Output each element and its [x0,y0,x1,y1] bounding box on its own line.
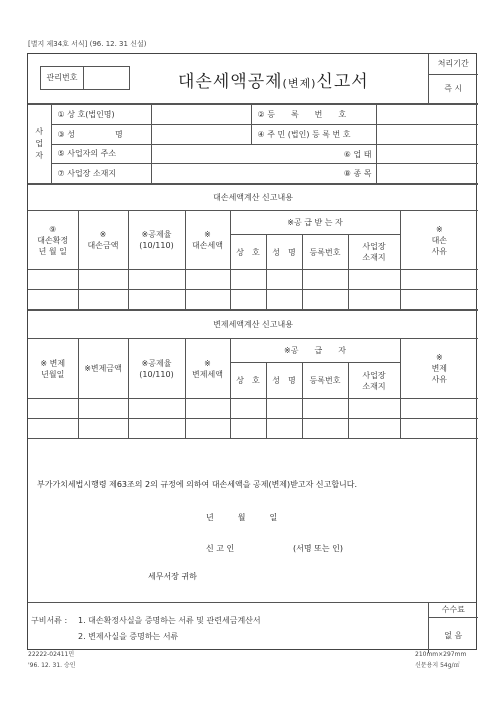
table-row [28,270,478,290]
mgmt-number-box [40,66,130,90]
subcol-location: 사업장 소재지 [348,363,400,399]
col-bad-debt-date: ⑨ 대손확정 년 월 일 [28,211,78,270]
repayment-section-title: 변제세액계산 신고내용 [28,311,478,339]
subcol-trade-name: 상 호 [230,235,266,270]
required-docs [28,603,478,653]
declaration-area [28,439,476,603]
processing-period-value: 즉 시 [428,74,478,104]
business-item-field[interactable] [376,164,478,184]
business-section-label: 사 업 자 [28,105,51,184]
resident-number-label: ④ 주 민 (법인) 등 록 번 호 [251,124,376,144]
business-info [28,104,478,184]
col-bad-debt-amount: ※ 대손금액 [78,211,128,270]
mgmt-number-label: 관리번호 [41,67,84,89]
col-repay-deduction-rate: ※공제율 (10/110) [128,339,185,399]
subcol-name: 성 명 [266,235,302,270]
subcol-name: 성 명 [266,363,302,399]
declarant-label: 신 고 인 [206,544,235,553]
report-form [27,53,477,650]
subcol-reg-number: 등록번호 [302,235,348,270]
col-repayment-tax: ※ 변제세액 [185,339,230,399]
subcol-trade-name: 상 호 [230,363,266,399]
table-row [28,399,478,419]
resident-number-field[interactable] [376,124,478,144]
fee-value: 없 음 [428,617,478,653]
col-supplier: ※공 급 자 [230,339,400,363]
col-recipient: ※공 급 받 는 자 [230,211,400,235]
processing-period-label: 처리기간 [428,54,478,74]
col-repayment-amount: ※변제금액 [78,339,128,399]
form-code: 22222-02411민 [28,651,75,658]
col-repayment-date: ※ 변제 년월일 [28,339,78,399]
name-field[interactable] [151,124,251,144]
location-label: ⑦ 사업장 소재지 [51,164,151,184]
declaration-statement: 부가가치세법시행령 제63조의 2의 규정에 의하여 대손세액을 공제(변제)받고자 신고합니다. [37,480,358,489]
form-title: 대손세액공제(변제)신고서 [178,72,369,92]
address-field[interactable] [151,144,376,164]
business-type-label: ⑥ 업 태 [343,149,372,159]
registration-number-field[interactable] [376,105,478,125]
bad-debt-section-title: 대손세액계산 신고내용 [28,185,478,211]
table-row [28,290,478,310]
business-item-label: ⑧ 종 목 [343,169,372,179]
table-row [28,419,478,439]
repayment-table [28,310,478,439]
title-block [28,54,478,104]
declaration-date: 년 월 일 [206,513,278,522]
docs-label: 구비서류 : [31,616,68,625]
form-number: [별지 제34호 서식] (96. 12. 31 신설) [28,40,147,48]
fee-label: 수수료 [428,603,478,617]
trade-name-field[interactable] [151,105,251,125]
address-label: ⑤ 사업자의 주소 [51,144,151,164]
col-deduction-rate: ※공제율 (10/110) [128,211,185,270]
location-field[interactable] [151,164,376,184]
paper-size: 210mm×297mm [415,651,467,658]
mgmt-number-field[interactable] [84,67,129,89]
col-repayment-reason: ※ 변제 사유 [400,339,478,399]
name-label: ③ 성 명 [51,124,151,144]
subcol-location: 사업장 소재지 [348,235,400,270]
doc-item-2: 2. 변제사실을 증명하는 서류 [78,632,179,641]
approval-date: '96. 12. 31. 승인 [28,662,76,669]
col-bad-debt-tax: ※ 대손세액 [185,211,230,270]
business-type-field[interactable] [376,144,478,164]
signature-field[interactable]: (서명 또는 인) [293,544,343,553]
col-bad-debt-reason: ※ 대손 사유 [400,211,478,270]
bad-debt-table [28,184,478,310]
paper-type: 신문용지 54g/㎡ [415,662,460,669]
trade-name-label: ① 상 호(법인명) [51,105,151,125]
doc-item-1: 1. 대손확정사실을 증명하는 서류 및 관련세금계산서 [78,616,261,625]
tax-office-addressee: 세무서장 귀하 [148,572,197,581]
subcol-reg-number: 등록번호 [302,363,348,399]
registration-number-label: ② 등 록 번 호 [251,105,376,125]
